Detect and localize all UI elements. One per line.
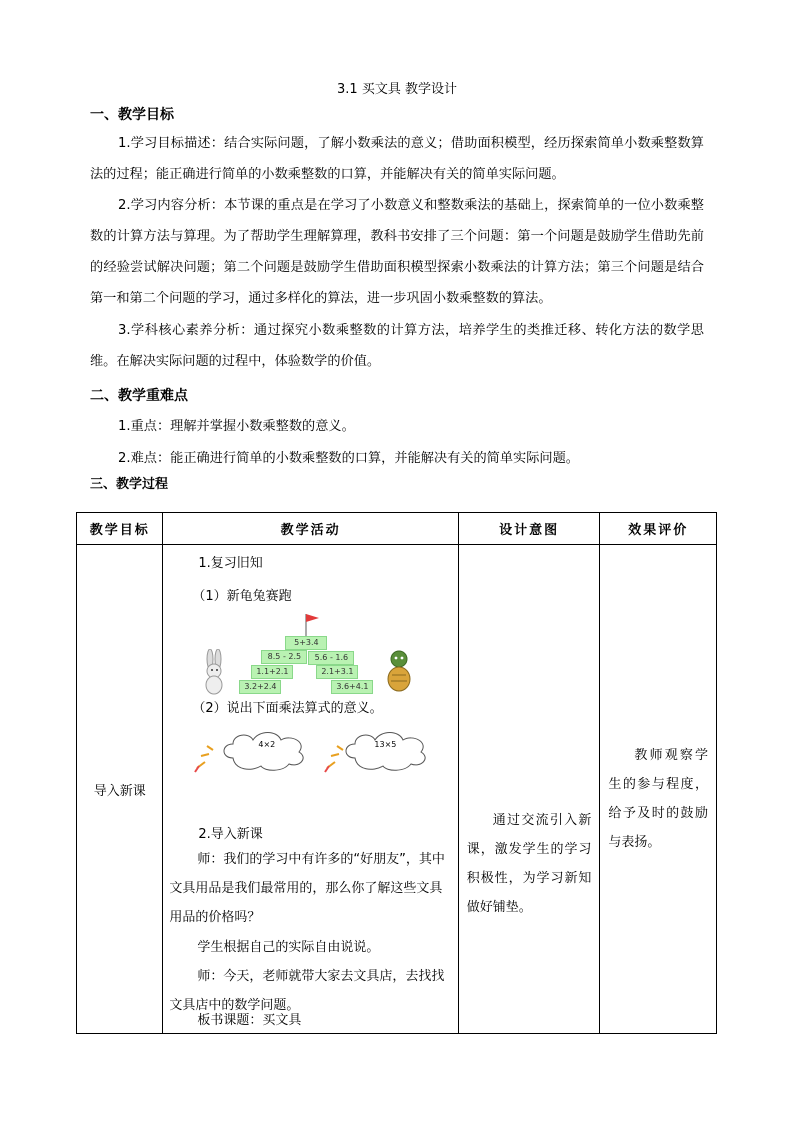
pyramid-tile: 3.6+4.1 [331, 680, 373, 694]
table-header-row [77, 513, 717, 545]
document-title: 3.1 买文具 教学设计 [337, 82, 457, 97]
table-row [77, 545, 717, 1034]
cloud-expression: 13×5 [374, 740, 397, 749]
activity-intro: 2.导入新课 [198, 827, 263, 842]
keypoint-1: 1.重点：理解并掌握小数乘整数的意义。 [118, 419, 355, 434]
section-heading-keypoints: 二、教学重难点 [90, 388, 188, 404]
goal-paragraph-2: 2.学习内容分析：本节课的重点是在学习了小数意义和整数乘法的基础上，探索简单的一位小数乘整数的计算方法与算理。为了帮助学生理解算理，教科书安排了三个问题：第一个问题是鼓励学生借助先前的经验尝试解决问题；第二个问题是鼓励学生借助面积模型探索小数乘法的计算方法；第三个问题是结合第一和第二个问题的学习，通过多样化的算法，进一步巩固小数乘整数的算法。 [90, 198, 704, 306]
evaluation-text: 教师观察学生的参与程度，给予及时的鼓励与表扬。 [608, 748, 708, 850]
header-intent: 设计意图 [458, 513, 600, 545]
activity-teacher-question: 师：我们的学习中有许多的“好朋友”，其中文具用品是我们最常用的，那么你了解这些文具用品的价格吗？ [169, 852, 445, 925]
header-activity: 教学活动 [163, 513, 458, 545]
activity-review: 1.复习旧知 [198, 556, 263, 571]
turtle-icon [385, 649, 413, 693]
intent-text: 通过交流引入新课，激发学生的学习积极性，为学习新知做好铺垫。 [466, 813, 592, 915]
cloud-icon [219, 728, 311, 772]
goal-paragraph-3: 3.学科核心素养分析：通过探究小数乘整数的计算方法，培养学生的类推迁移、转化方法的数学思维。在解决实际问题的过程中，体验数学的价值。 [90, 323, 704, 369]
activity-meaning: （2）说出下面乘法算式的意义。 [192, 701, 383, 716]
pyramid-tile: 5+3.4 [285, 636, 327, 650]
keypoint-2: 2.难点：能正确进行简单的小数乘整数的口算，并能解决有关的简单实际问题。 [118, 451, 579, 466]
cloud-icon [341, 728, 433, 772]
activity-student-talk: 学生根据自己的实际自由说说。 [197, 940, 380, 955]
header-evaluation: 效果评价 [600, 513, 717, 545]
activity-teacher-lead: 师：今天，老师就带大家去文具店，去找找文具店中的数学问题。 [169, 969, 445, 1013]
process-table [76, 512, 717, 1034]
flag-icon [303, 612, 323, 636]
pyramid-tile: 2.1+3.1 [316, 665, 358, 679]
activity-race: （1）新龟兔赛跑 [192, 589, 292, 604]
pyramid-tile: 1.1+2.1 [251, 665, 293, 679]
header-goal: 教学目标 [77, 513, 163, 545]
pyramid-tile: 3.2+2.4 [239, 680, 281, 694]
pyramid-tile: 5.6 - 1.6 [308, 651, 354, 665]
activity-board-title: 板书课题：买文具 [197, 1013, 302, 1028]
goal-paragraph-1: 1.学习目标描述：结合实际问题，了解小数乘法的意义；借助面积模型，经历探索简单小数乘整数算法的过程；能正确进行简单的小数乘整数的口算，并能解决有关的简单实际问题。 [90, 136, 704, 182]
intent-cell [458, 545, 600, 1034]
section-heading-process: 三、教学过程 [90, 477, 169, 492]
evaluation-cell [600, 545, 717, 1034]
goal-cell: 导入新课 [77, 545, 163, 1034]
activity-cell [163, 545, 458, 1034]
pyramid-tile: 8.5 - 2.5 [261, 650, 307, 664]
rabbit-icon [199, 649, 229, 695]
cloud-expression: 4×2 [258, 740, 276, 749]
section-heading-goals: 一、教学目标 [90, 107, 174, 123]
